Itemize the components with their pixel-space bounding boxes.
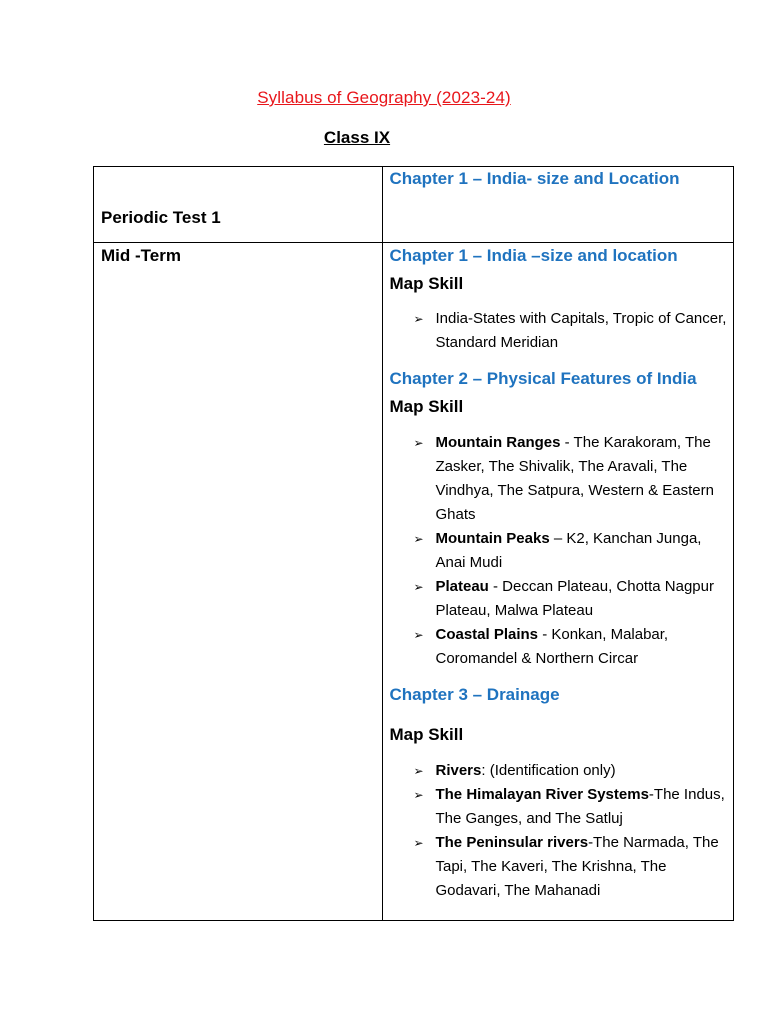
- arrow-bullet-icon: ➢: [413, 580, 424, 594]
- arrow-bullet-icon: ➢: [413, 628, 424, 642]
- term-label-mid-term: Mid -Term: [101, 246, 181, 265]
- term-cell: [94, 243, 383, 921]
- arrow-bullet-icon: ➢: [413, 532, 424, 546]
- list-item: [413, 431, 729, 527]
- bullet-list: [389, 759, 729, 903]
- arrow-bullet-icon: ➢: [413, 764, 424, 778]
- arrow-bullet-icon: ➢: [413, 312, 424, 326]
- table-row: [94, 167, 734, 243]
- item-term: Coastal Plains: [435, 626, 539, 643]
- chapter-heading: Chapter 1 – India- size and Location: [389, 169, 680, 188]
- bullet-list: [389, 307, 729, 355]
- list-item: [413, 831, 729, 903]
- item-text: India-States with Capitals, Tropic of Cancer, Standard Meridian: [435, 310, 727, 351]
- item-text: - Deccan Plateau, Chotta Nagpur Plateau, Malwa Plateau: [435, 578, 714, 619]
- list-item: [413, 623, 729, 671]
- arrow-bullet-icon: ➢: [413, 436, 424, 450]
- item-text: – K2, Kanchan Junga, Anai Mudi: [435, 530, 702, 571]
- content-cell: [383, 243, 734, 921]
- content-cell: [383, 167, 734, 243]
- map-skill-heading: Map Skill: [389, 725, 464, 744]
- item-term: Mountain Peaks: [435, 530, 550, 547]
- arrow-bullet-icon: ➢: [413, 788, 424, 802]
- term-cell: [94, 167, 383, 243]
- chapter-heading: Chapter 1 – India –size and location: [389, 246, 678, 265]
- item-text: - The Karakoram, The Zasker, The Shivalik, The Aravali, The Vindhya, The Satpura, Western & Eastern Ghats: [435, 434, 714, 523]
- list-item: [413, 575, 729, 623]
- list-item: [413, 783, 729, 831]
- list-item: [413, 527, 729, 575]
- list-item: [413, 307, 729, 355]
- item-text: -The Indus, The Ganges, and The Satluj: [435, 786, 725, 827]
- item-term: The Peninsular rivers: [435, 834, 589, 851]
- arrow-bullet-icon: ➢: [413, 836, 424, 850]
- item-term: Mountain Ranges: [435, 434, 561, 451]
- document-title: Syllabus of Geography (2023-24): [257, 88, 511, 107]
- item-text: - Konkan, Malabar, Coromandel & Northern Circar: [435, 626, 669, 667]
- table-row: [94, 243, 734, 921]
- term-label-periodic-test: Periodic Test 1: [101, 208, 221, 227]
- bullet-list: [389, 431, 729, 671]
- chapter-heading: Chapter 2 – Physical Features of India: [389, 369, 697, 388]
- map-skill-heading: Map Skill: [389, 397, 464, 416]
- item-term: Rivers: [435, 762, 482, 779]
- item-text: -The Narmada, The Tapi, The Kaveri, The Krishna, The Godavari, The Mahanadi: [435, 834, 719, 899]
- list-item: [413, 759, 729, 783]
- item-term: Plateau: [435, 578, 489, 595]
- map-skill-heading: Map Skill: [389, 274, 464, 293]
- class-heading: Class IX: [323, 128, 391, 147]
- chapter-heading: Chapter 3 – Drainage: [389, 685, 560, 704]
- syllabus-table: [93, 166, 734, 921]
- item-text: : (Identification only): [481, 762, 616, 779]
- item-term: The Himalayan River Systems: [435, 786, 649, 803]
